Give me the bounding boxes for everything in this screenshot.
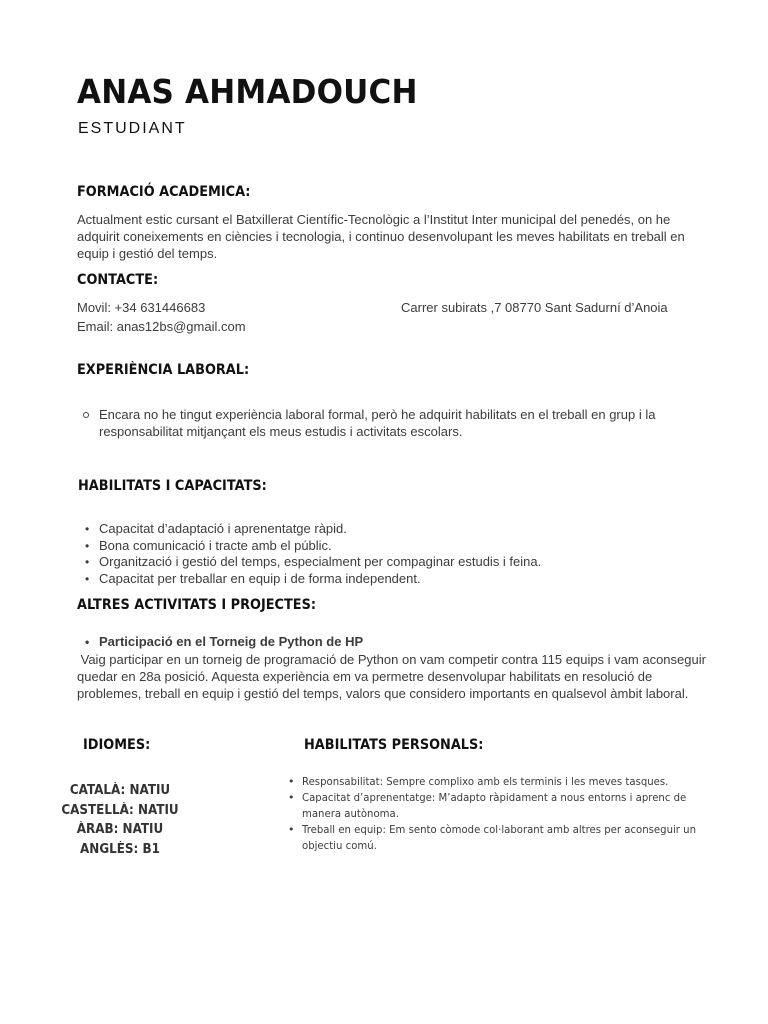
candidate-name: ANAS AHMADOUCH (77, 72, 418, 111)
experience-heading: EXPERIÈNCIA LABORAL: (77, 362, 250, 378)
personal-skill-item: • Treball en equip: Em sento còmode col·laborant amb altres per aconseguir un objectiu comú. (286, 822, 736, 854)
contact-phone: Movil: +34 631446683 (77, 300, 206, 315)
candidate-role: ESTUDIANT (78, 120, 187, 137)
languages-list (50, 781, 190, 859)
personal-skill-item: • Responsabilitat: Sempre complixo amb els terminis i les meves tasques. (286, 774, 736, 790)
projects-list (77, 634, 697, 651)
languages-heading: IDIOMES: (83, 737, 151, 753)
personal-skills-heading: HABILITATS PERSONALS: (304, 737, 484, 753)
skill-item: • Bona comunicació i tracte amb el públic. (77, 538, 697, 555)
personal-skills-list (286, 774, 736, 854)
skill-item: • Organització i gestió del temps, especialment per compaginar estudis i feina. (77, 554, 697, 571)
education-heading: FORMACIÓ ACADEMICA: (77, 184, 251, 200)
language-item: ÀRAB: NATIU (76, 822, 164, 837)
experience-item: Encara no he tingut experiència laboral formal, però he adquirit habilitats en el treball en grup i la responsabilitat mitjançant els meus estudis i activitats escolars. (77, 406, 667, 440)
projects-heading: ALTRES ACTIVITATS I PROJECTES: (77, 597, 317, 613)
skill-item: • Capacitat d’adaptació i aprenentatge ràpid. (77, 521, 697, 538)
contact-email: Email: anas12bs@gmail.com (77, 319, 246, 334)
contact-heading: CONTACTE: (77, 272, 159, 288)
project-text: Vaig participar en un torneig de programació de Python on vam competir contra 115 equips i vam aconseguir quedar en 28a posició. Aquesta experiència em va permetre desenvolupar habilitats en resolució de problemes, treball en equip i gestió del temps, valors que considero importants en qualsevol àmbit laboral. (77, 652, 710, 701)
skill-item: • Capacitat per treballar en equip i de forma independent. (77, 571, 697, 588)
project-title: • Participació en el Torneig de Python de HP (77, 634, 697, 651)
language-item: ANGLÈS: B1 (80, 841, 160, 857)
skills-heading: HABILITATS I CAPACITATS: (78, 478, 267, 494)
personal-skill-item: • Capacitat d’aprenentatge: M’adapto ràpidament a nous entorns i aprenc de manera autònoma. (286, 790, 736, 822)
skills-list (77, 521, 697, 587)
language-item: CATALÀ: NATIU (69, 783, 171, 798)
education-text: Actualment estic cursant el Batxillerat Científic-Tecnològic a l’Institut Inter municipal del penedés, on he adquirit coneixements en ciències i tecnologia, i continuo desenvolupant les meves habilitats en treball en equip i gestió del temps. (77, 212, 685, 261)
language-item: CASTELLÀ: NATIU (61, 802, 179, 818)
contact-address: Carrer subirats ,7 08770 Sant Sadurní d’Anoia (401, 300, 668, 315)
experience-list (77, 406, 667, 440)
